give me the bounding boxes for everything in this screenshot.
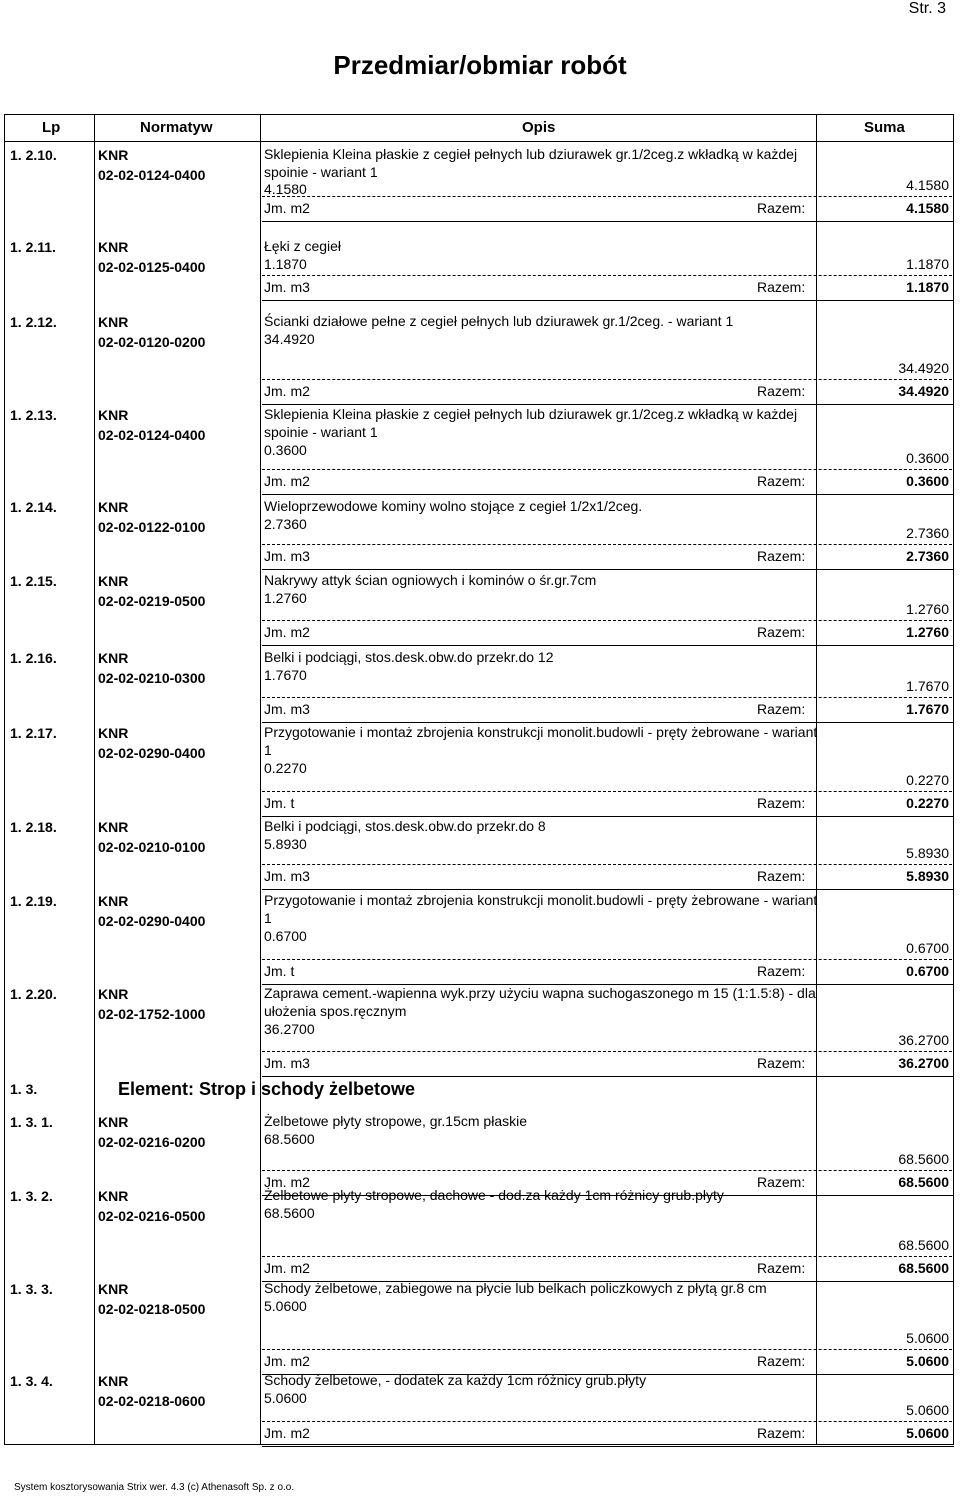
row-description: Żelbetowe płyty stropowe, gr.15cm płaskie (264, 1113, 528, 1129)
row-subtotal: 34.4920 (898, 360, 949, 376)
row-total: 1.2760 (906, 624, 949, 640)
razem-label: Razem: (757, 1055, 806, 1071)
row-unit: Jm. m2 (264, 383, 310, 399)
normatyw-number: 02-02-0124-0400 (98, 427, 206, 443)
row-unit: Jm. m3 (264, 1055, 310, 1071)
normatyw-code: KNR (98, 314, 129, 330)
razem-label: Razem: (757, 548, 806, 564)
column-divider (94, 114, 95, 1445)
row-unit: Jm. m2 (264, 200, 310, 216)
row-total: 5.0600 (906, 1425, 949, 1441)
row-bottom-rule (262, 569, 954, 570)
row-subtotal: 0.6700 (906, 940, 949, 956)
row-total: 1.7670 (906, 701, 949, 717)
row-quantity-value: 0.6700 (264, 928, 307, 944)
row-divider (262, 864, 952, 865)
row-lp: 1. 2.17. (10, 725, 57, 741)
row-normatyw (98, 648, 205, 688)
normatyw-number: 02-02-0219-0500 (98, 593, 206, 609)
row-description: Ścianki działowe pełne z cegieł pełnych lub dziurawek gr.1/2ceg. - wariant 1 (264, 313, 734, 329)
normatyw-number: 02-02-0120-0200 (98, 334, 206, 350)
row-divider (262, 196, 952, 197)
row-total: 34.4920 (898, 383, 949, 399)
normatyw-code: KNR (98, 650, 129, 666)
row-divider (262, 1349, 952, 1350)
razem-label: Razem: (757, 1353, 806, 1369)
row-subtotal: 1.1870 (906, 256, 949, 272)
normatyw-code: KNR (98, 573, 129, 589)
row-lp: 1. 2.12. (10, 314, 57, 330)
row-unit: Jm. m3 (264, 701, 310, 717)
normatyw-number: 02-02-0290-0400 (98, 745, 206, 761)
row-divider (262, 1170, 952, 1171)
row-total: 68.5600 (898, 1260, 949, 1276)
row-quantity-value: 68.5600 (264, 1205, 315, 1221)
row-normatyw (98, 984, 205, 1024)
row-description: Łęki z cegieł (264, 238, 342, 254)
header-suma: Suma (864, 119, 905, 136)
row-unit: Jm. m2 (264, 1353, 310, 1369)
row-divider (262, 469, 952, 470)
row-lp: 1. 2.16. (10, 650, 57, 666)
row-total: 0.2270 (906, 795, 949, 811)
page-title: Przedmiar/obmiar robót (333, 50, 627, 80)
row-description: Żelbetowe płyty stropowe, dachowe - dod.za każdy 1cm różnicy grub.płyty (264, 1187, 724, 1203)
row-lp: 1. 2.20. (10, 986, 57, 1002)
row-quantity-value: 1.7670 (264, 667, 307, 683)
row-normatyw (98, 723, 205, 763)
normatyw-code: KNR (98, 239, 129, 255)
row-description: Przygotowanie i montaż zbrojenia konstrukcji monolit.budowli - pręty żebrowane - wariant 1 (264, 724, 818, 758)
row-subtotal: 36.2700 (898, 1032, 949, 1048)
normatyw-number: 02-02-0216-0200 (98, 1134, 206, 1150)
row-bottom-rule (262, 494, 954, 495)
normatyw-code: KNR (98, 1373, 129, 1389)
normatyw-code: KNR (98, 1114, 129, 1130)
row-subtotal: 0.2270 (906, 772, 949, 788)
row-lp: 1. 2.11. (10, 239, 56, 255)
row-total: 0.3600 (906, 473, 949, 489)
row-normatyw (98, 145, 205, 185)
row-unit: Jm. m3 (264, 548, 310, 564)
razem-label: Razem: (757, 383, 806, 399)
row-total: 68.5600 (898, 1174, 949, 1190)
row-normatyw (98, 405, 205, 445)
row-quantity-value: 34.4920 (264, 331, 315, 347)
razem-label: Razem: (757, 279, 806, 295)
header-normatyw: Normatyw (140, 119, 213, 136)
row-unit: Jm. m3 (264, 279, 310, 295)
row-subtotal: 1.7670 (906, 678, 949, 694)
row-description: Nakrywy attyk ścian ogniowych i kominów o śr.gr.7cm (264, 572, 597, 588)
row-bottom-rule (262, 645, 954, 646)
row-quantity-value: 0.3600 (264, 442, 307, 458)
razem-label: Razem: (757, 963, 806, 979)
row-quantity-value: 5.0600 (264, 1298, 307, 1314)
row-description: Schody żelbetowe, - dodatek za każdy 1cm różnicy grub.płyty (264, 1372, 647, 1388)
footer-text: System kosztorysowania Strix wer. 4.3 (c) Athenasoft Sp. z o.o. (14, 1482, 295, 1493)
row-description: Sklepienia Kleina płaskie z cegieł pełnych lub dziurawek gr.1/2ceg.z wkładką w każdej spoinie - wariant 1 (264, 146, 798, 180)
row-subtotal: 5.0600 (906, 1402, 949, 1418)
row-lp: 1. 2.15. (10, 573, 57, 589)
row-unit: Jm. m2 (264, 1174, 310, 1190)
row-normatyw (98, 1279, 205, 1319)
row-subtotal: 4.1580 (906, 177, 949, 193)
row-unit: Jm. t (264, 795, 295, 811)
row-quantity-value: 4.1580 (264, 181, 307, 197)
row-subtotal: 0.3600 (906, 450, 949, 466)
row-normatyw (98, 237, 205, 277)
row-unit: Jm. t (264, 963, 295, 979)
header-opis: Opis (522, 119, 556, 136)
row-description: Schody żelbetowe, zabiegowe na płycie lub belkach policzkowych z płytą gr.8 cm (264, 1280, 767, 1296)
row-unit: Jm. m2 (264, 1425, 310, 1441)
row-normatyw (98, 817, 205, 857)
row-subtotal: 1.2760 (906, 601, 949, 617)
row-bottom-rule (262, 1446, 954, 1447)
row-bottom-rule (262, 221, 954, 222)
row-quantity-value: 1.2760 (264, 590, 307, 606)
row-bottom-rule (262, 300, 954, 301)
row-quantity-value: 1.1870 (264, 256, 307, 272)
razem-label: Razem: (757, 624, 806, 640)
razem-label: Razem: (757, 1425, 806, 1441)
row-subtotal: 5.8930 (906, 845, 949, 861)
row-unit: Jm. m2 (264, 1260, 310, 1276)
row-normatyw (98, 1112, 205, 1152)
razem-label: Razem: (757, 868, 806, 884)
row-lp: 1. 3. 2. (10, 1188, 53, 1204)
razem-label: Razem: (757, 200, 806, 216)
row-description: Wieloprzewodowe kominy wolno stojące z cegieł 1/2x1/2ceg. (264, 498, 643, 514)
razem-label: Razem: (757, 701, 806, 717)
row-lp: 1. 2.13. (10, 407, 57, 423)
row-lp: 1. 3. 3. (10, 1281, 53, 1297)
row-divider (262, 275, 952, 276)
row-total: 5.0600 (906, 1353, 949, 1369)
normatyw-number: 02-02-0122-0100 (98, 519, 206, 535)
normatyw-code: KNR (98, 725, 129, 741)
row-unit: Jm. m3 (264, 868, 310, 884)
normatyw-code: KNR (98, 1188, 129, 1204)
row-quantity-value: 0.2270 (264, 760, 307, 776)
row-total: 5.8930 (906, 868, 949, 884)
row-subtotal: 2.7360 (906, 525, 949, 541)
row-normatyw (98, 571, 205, 611)
row-subtotal: 68.5600 (898, 1151, 949, 1167)
row-normatyw (98, 1186, 205, 1226)
row-lp: 1. 2.10. (10, 147, 57, 163)
row-quantity-value: 5.0600 (264, 1390, 307, 1406)
column-divider (260, 114, 261, 1445)
row-divider (262, 1051, 952, 1052)
row-bottom-rule (262, 1076, 954, 1077)
row-lp: 1. 2.18. (10, 819, 57, 835)
row-bottom-rule (262, 889, 954, 890)
row-total: 36.2700 (898, 1055, 949, 1071)
normatyw-number: 02-02-0210-0300 (98, 670, 206, 686)
row-normatyw (98, 497, 205, 537)
row-subtotal: 5.0600 (906, 1330, 949, 1346)
row-total: 4.1580 (906, 200, 949, 216)
row-divider (262, 959, 952, 960)
row-unit: Jm. m2 (264, 624, 310, 640)
row-quantity-value: 2.7360 (264, 516, 307, 532)
normatyw-code: KNR (98, 147, 129, 163)
row-divider (262, 620, 952, 621)
row-quantity-value: 68.5600 (264, 1131, 315, 1147)
normatyw-code: KNR (98, 893, 129, 909)
page-number: Str. 3 (908, 0, 946, 17)
row-total: 1.1870 (906, 279, 949, 295)
razem-label: Razem: (757, 1174, 806, 1190)
header-lp: Lp (42, 119, 61, 136)
row-total: 2.7360 (906, 548, 949, 564)
normatyw-number: 02-02-0290-0400 (98, 913, 206, 929)
row-divider (262, 379, 952, 380)
normatyw-code: KNR (98, 407, 129, 423)
normatyw-code: KNR (98, 986, 129, 1002)
normatyw-number: 02-02-0125-0400 (98, 259, 206, 275)
normatyw-number: 02-02-0218-0600 (98, 1393, 206, 1409)
row-divider (262, 697, 952, 698)
normatyw-code: KNR (98, 499, 129, 515)
normatyw-number: 02-02-0216-0500 (98, 1208, 206, 1224)
element-lp: 1. 3. (10, 1081, 38, 1097)
row-normatyw (98, 891, 205, 931)
row-unit: Jm. m2 (264, 473, 310, 489)
row-normatyw (98, 312, 205, 352)
normatyw-number: 02-02-0218-0500 (98, 1301, 206, 1317)
razem-label: Razem: (757, 795, 806, 811)
row-description: Zaprawa cement.-wapienna wyk.przy użyciu wapna suchogaszonego m 15 (1:1.5:8) - dla ułożenia spos.ręcznym (264, 985, 816, 1019)
razem-label: Razem: (757, 473, 806, 489)
row-divider (262, 791, 952, 792)
row-normatyw (98, 1371, 205, 1411)
row-total: 0.6700 (906, 963, 949, 979)
element-title: Element: Strop i schody żelbetowe (118, 1079, 416, 1099)
normatyw-code: KNR (98, 1281, 129, 1297)
row-divider (262, 544, 952, 545)
row-lp: 1. 3. 1. (10, 1114, 53, 1130)
row-subtotal: 68.5600 (898, 1237, 949, 1253)
row-description: Belki i podciągi, stos.desk.obw.do przekr.do 8 (264, 818, 546, 834)
razem-label: Razem: (757, 1260, 806, 1276)
row-description: Belki i podciągi, stos.desk.obw.do przekr.do 12 (264, 649, 554, 665)
row-lp: 1. 3. 4. (10, 1373, 53, 1389)
normatyw-number: 02-02-0124-0400 (98, 167, 206, 183)
row-lp: 1. 2.14. (10, 499, 57, 515)
normatyw-code: KNR (98, 819, 129, 835)
row-quantity-value: 36.2700 (264, 1021, 315, 1037)
normatyw-number: 02-02-1752-1000 (98, 1006, 206, 1022)
normatyw-number: 02-02-0210-0100 (98, 839, 206, 855)
row-divider (262, 1256, 952, 1257)
row-description: Przygotowanie i montaż zbrojenia konstrukcji monolit.budowli - pręty żebrowane - wariant 1 (264, 892, 818, 926)
row-lp: 1. 2.19. (10, 893, 57, 909)
row-divider (262, 1421, 952, 1422)
row-description: Sklepienia Kleina płaskie z cegieł pełnych lub dziurawek gr.1/2ceg.z wkładką w każdej spoinie - wariant 1 (264, 406, 798, 440)
row-quantity-value: 5.8930 (264, 836, 307, 852)
